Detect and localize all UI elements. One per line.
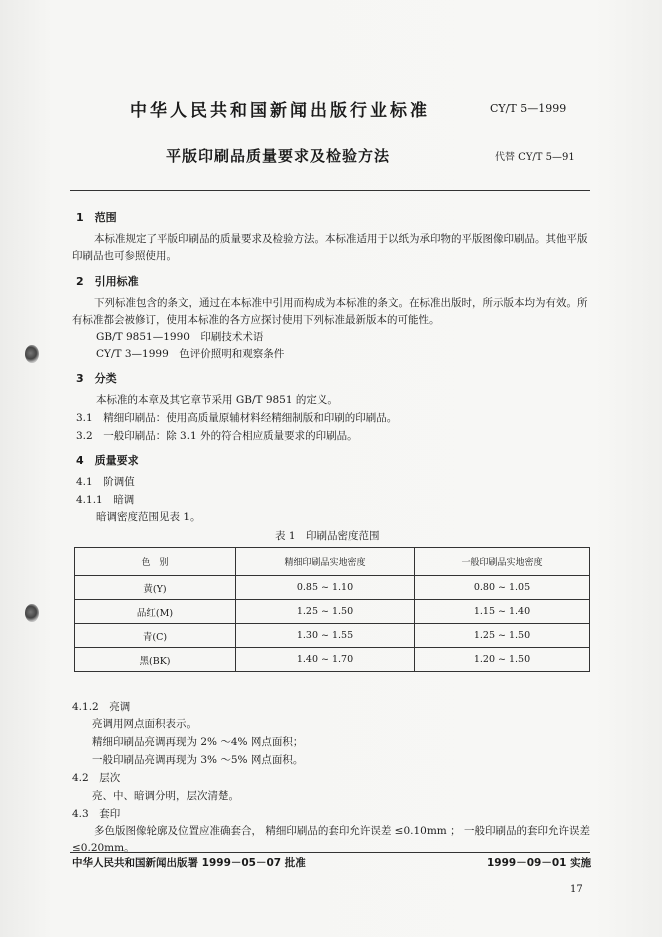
table-caption: 表 1 印刷品密度范围 (275, 530, 380, 542)
replaces-note: 代替 CY/T 5—91 (495, 152, 575, 163)
clause-3-2: 3.2 一般印刷品：除 3.1 外的符合相应质量要求的印刷品。 (76, 430, 358, 442)
table-row (75, 600, 590, 624)
table-row (75, 624, 590, 648)
standard-code: CY/T 5—1999 (490, 102, 567, 115)
punch-hole-icon (25, 345, 39, 363)
table-cell: 1.25 ~ 1.50 (415, 624, 590, 648)
clause-4-1-2-text-2: 精细印刷品亮调再现为 2% ～4% 网点面积； (92, 736, 304, 748)
clause-4-1-2: 4.1.2 亮调 (72, 701, 131, 713)
table-header-row (75, 548, 590, 576)
table-cell: 黑(BK) (75, 648, 236, 672)
density-table (74, 547, 590, 672)
clause-4-1-1: 4.1.1 暗调 (76, 494, 135, 506)
punch-hole-icon (25, 604, 39, 622)
clause-4-1-2-text-1: 亮调用网点面积表示。 (92, 718, 197, 730)
table-cell: 青(C) (75, 624, 236, 648)
table-header: 一般印刷品实地密度 (415, 548, 590, 576)
clause-4-3-text: 多色版图像轮廓及位置应准确套合， 精细印刷品的套印允许误差 ≤0.10mm ； 一般印刷品的套印允许误差≤0.20mm。 (72, 825, 590, 854)
reference-1: GB/T 9851—1990 印刷技术术语 (96, 331, 264, 343)
table-cell: 0.80 ~ 1.05 (415, 576, 590, 600)
section-2-text: 下列标准包含的条文，通过在本标准中引用而构成为本标准的条文。在标准出版时，所示版本均为有效。所有标准都会被修订，使用本标准的各方应探讨使用下列标准最新版本的可能性。 (72, 297, 588, 326)
reference-2: CY/T 3—1999 色评价照明和观察条件 (96, 348, 285, 360)
table-row (75, 648, 590, 672)
header-divider (70, 190, 590, 191)
table-cell: 黄(Y) (75, 576, 236, 600)
table-header: 色 别 (75, 548, 236, 576)
table-cell: 1.25 ~ 1.50 (236, 600, 415, 624)
table-cell: 1.40 ~ 1.70 (236, 648, 415, 672)
clause-4-3: 4.3 套印 (72, 808, 121, 820)
table-header: 精细印刷品实地密度 (236, 548, 415, 576)
section-3-heading: 3 分类 (76, 372, 117, 385)
table-cell: 0.85 ~ 1.10 (236, 576, 415, 600)
page-number: 17 (570, 884, 583, 895)
clause-4-1: 4.1 阶调值 (76, 476, 135, 488)
clause-4-1-1-text: 暗调密度范围见表 1。 (96, 511, 201, 523)
clause-4-1-2-text-3: 一般印刷品亮调再现为 3% ～5% 网点面积。 (92, 754, 304, 766)
clause-3-1: 3.1 精细印刷品：使用高质量原辅材料经精细制版和印刷的印刷品。 (76, 412, 398, 424)
org-title: 中华人民共和国新闻出版行业标准 (130, 101, 430, 121)
footer-divider (70, 852, 590, 853)
clause-4-2-text: 亮、中、暗调分明，层次清楚。 (92, 790, 239, 802)
implementation-date: 1999－09－01 实施 (487, 857, 592, 869)
table-cell: 1.15 ~ 1.40 (415, 600, 590, 624)
section-3-text: 本标准的本章及其它章节采用 GB/T 9851 的定义。 (96, 394, 338, 406)
section-1-text: 本标准规定了平版印刷品的质量要求及检验方法。本标准适用于以纸为承印物的平版图像印刷品。其他平版印刷品也可参照使用。 (72, 233, 588, 262)
page-title: 平版印刷品质量要求及检验方法 (166, 147, 391, 165)
section-2-heading: 2 引用标准 (76, 275, 139, 288)
table-cell: 品红(M) (75, 600, 236, 624)
clause-4-2: 4.2 层次 (72, 772, 121, 784)
table-cell: 1.20 ~ 1.50 (415, 648, 590, 672)
table-cell: 1.30 ~ 1.55 (236, 624, 415, 648)
table-row (75, 576, 590, 600)
section-1-heading: 1 范围 (76, 211, 117, 224)
approval-note: 中华人民共和国新闻出版署 1999－05－07 批准 (72, 857, 306, 869)
section-4-heading: 4 质量要求 (76, 454, 139, 467)
